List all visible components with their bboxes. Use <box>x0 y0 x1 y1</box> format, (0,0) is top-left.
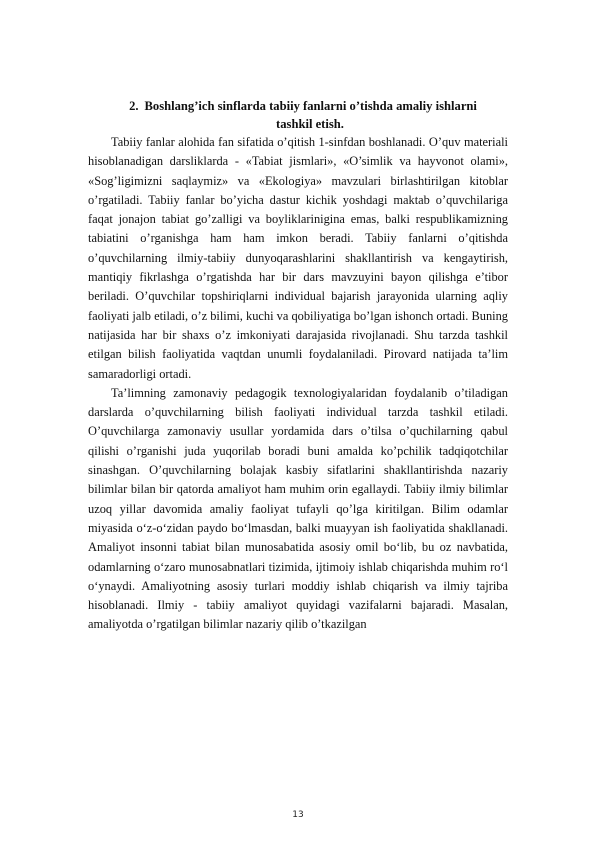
heading-line-2: tashkil etish. <box>276 117 344 131</box>
section-heading <box>88 97 508 133</box>
page-content <box>88 97 508 635</box>
section-number: 2. <box>129 99 139 113</box>
body-paragraph-1: Tabiiy fanlar alohida fan sifatida o’qitish 1-sinfdan boshlanadi. O’quv materiali hisoblanadigan darsliklarda - «Tabiat jismlari», «O’simlik va hayvonot olami», «Sog’ligimizni saqlaymiz» va «Ekologiya» mavzulari birlashtirilgan kitoblar o’rgatiladi. Tabiiy fanlar bo’yicha dastur kichik yoshdagi maktab o’quvchilariga faqat jonajon tabiat go’zalligi va boyliklarinigina emas, balki respublikamizning tabiatini o’rganishga ham ham imkon beradi. Tabiiy fanlarni o’qitishda o’quvchilarning ilmiy-tabiiy dunyoqarashlarini shakllantirish va kengaytirish, mantiqiy fikrlashga o’rgatishda har bir dars mavzuyini bayon qilishga e’tibor beriladi. O’quvchilar topshiriqlarni individual bajarish jarayonida ularning aqliy faoliyati jalb etiladi, o’z bilimi, kuchi va qobiliyatiga bo’lgan ishonch ortadi. Buning natijasida har bir shaxs o’z imkoniyati darajasida rivojlanadi. Shu tarzda tashkil etilgan bilish faoliyatida vaqtdan unumli foydalaniladi. Pirovard natijada ta’lim samaradorligi ortadi. <box>88 135 508 381</box>
heading-title-part-1: Boshlang’ich sinflarda tabiiy fanlarni o’tishda amaliy ishlarni <box>144 99 477 113</box>
body-paragraph-2: Ta’limning zamonaviy pedagogik texnologiyalaridan foydalanib o’tiladigan darslarda o’quvchilarning bilish faoliyati individual tarzda tashkil etiladi. O’quvchilarga zamonaviy usullar yordamida dars o’tilsa o’quchilarning qabul qilishi o’rganishi juda yuqorilab boradi buni amalda ko’pchilik tadqiqotchilar sinashgan. O’quvchilarning bolajak kasbiy sifatlarini shakllantirishda nazariy bilimlar bilan bir qatorda amaliyot ham muhim orin egallaydi. Tabiiy ilmiy bilimlar uzoq yillar davomida amaliy faoliyat tufayli qo’lga kiritilgan. Bilim odamlar miyasida o‘z-o‘zidan paydo bo‘lmasdan, balki muayyan ish faoliyatida shakllanadi. Amaliyot insonni tabiat bilan munosabatida asosiy omil bo‘lib, bu oz navbatida, odamlarning o‘zaro munosabnatlari tizimida, ijtimoiy ishlab chiqarishda muhim ro‘l o‘ynaydi. Amaliyotning asosiy turlari moddiy ishlab chiqarish va ilmiy tajriba hisoblanadi. Ilmiy - tabiiy amaliyot quyidagi vazifalarni bajaradi. Masalan, amaliyotda o’rgatilgan bilimlar nazariy qilib o’tkazilgan <box>88 385 508 632</box>
heading-line-1 <box>88 97 508 115</box>
page-number: 13 <box>292 810 304 820</box>
